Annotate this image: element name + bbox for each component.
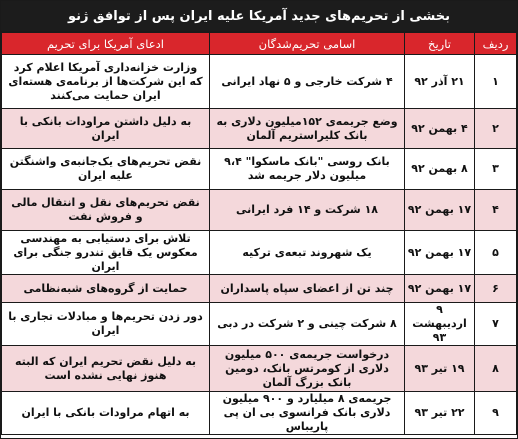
cell-date: ۲۲ تیر ۹۳ xyxy=(405,392,475,435)
cell-names: یک شهروند تبعه‌ی ترکیه xyxy=(210,231,405,275)
cell-index: ۴ xyxy=(475,190,517,231)
cell-date: ۱۷ بهمن ۹۲ xyxy=(405,275,475,303)
cell-index: ۱ xyxy=(475,55,517,109)
cell-index: ۳ xyxy=(475,149,517,190)
cell-date: ۴ بهمن ۹۲ xyxy=(405,109,475,149)
cell-names: جریمه‌ی ۸ میلیارد و ۹۰۰ میلیون دلاری بانک فرانسوی بی ان پی پاریباس xyxy=(210,392,405,435)
cell-date: ۱۹ تیر ۹۳ xyxy=(405,346,475,392)
table-row xyxy=(2,109,517,149)
table-title: بخشی از تحریم‌های جدید آمریکا علیه ایران پس از توافق ژنو xyxy=(1,1,517,32)
table-row xyxy=(2,392,517,435)
table-row xyxy=(2,231,517,275)
table-row xyxy=(2,275,517,303)
cell-names: ۸ شرکت چینی و ۲ شرکت در دبی xyxy=(210,303,405,346)
header-names: اسامی تحریم‌شدگان xyxy=(210,33,405,55)
cell-date: ۸ بهمن ۹۲ xyxy=(405,149,475,190)
cell-claim: نقض تحریم‌های نقل و انتقال مالی و فروش نفت xyxy=(2,190,210,231)
cell-index: ۷ xyxy=(475,303,517,346)
cell-names: چند تن از اعضای سپاه پاسداران xyxy=(210,275,405,303)
cell-index: ۸ xyxy=(475,346,517,392)
cell-claim: دور زدن تحریم‌ها و مبادلات تجاری با ایران xyxy=(2,303,210,346)
table-row xyxy=(2,190,517,231)
cell-names: بانک روسی "بانک ماسکوا" ۹،۴ میلیون دلار جریمه شد xyxy=(210,149,405,190)
table-row xyxy=(2,55,517,109)
header-index: ردیف xyxy=(475,33,517,55)
header-date: تاریخ xyxy=(405,33,475,55)
cell-date: ۲۱ آذر ۹۲ xyxy=(405,55,475,109)
cell-date: ۱۷ بهمن ۹۲ xyxy=(405,231,475,275)
cell-names: درخواست جریمه‌ی ۵۰۰ میلیون دلاری از کومرتس بانک، دومین بانک بزرگ آلمان xyxy=(210,346,405,392)
table-row xyxy=(2,303,517,346)
cell-index: ۹ xyxy=(475,392,517,435)
cell-claim: به اتهام مراودات بانکی با ایران xyxy=(2,392,210,435)
cell-claim: نقض تحریم‌های یک‌جانبه‌ی واشنگتن علیه ایران xyxy=(2,149,210,190)
cell-claim: به دلیل نقض تحریم ایران که البته هنوز نهایی نشده است xyxy=(2,346,210,392)
cell-names: ۴ شرکت خارجی و ۵ نهاد ایرانی xyxy=(210,55,405,109)
cell-claim: تلاش برای دستیابی به مهندسی معکوس یک قایق تندرو جنگی برای ایران xyxy=(2,231,210,275)
table-row xyxy=(2,149,517,190)
cell-date: ۹ اردیبهشت ۹۳ xyxy=(405,303,475,346)
cell-index: ۶ xyxy=(475,275,517,303)
cell-index: ۲ xyxy=(475,109,517,149)
sanctions-table xyxy=(1,32,517,435)
cell-claim: وزارت خزانه‌داری آمریکا اعلام کرد که این شرکت‌ها از برنامه‌ی هسته‌ای ایران حمایت می‌کنند xyxy=(2,55,210,109)
cell-claim: به دلیل داشتن مراودات بانکی با ایران xyxy=(2,109,210,149)
table-row xyxy=(2,346,517,392)
header-claim: ادعای آمریکا برای تحریم xyxy=(2,33,210,55)
cell-names: ۱۸ شرکت و ۱۴ فرد ایرانی xyxy=(210,190,405,231)
cell-names: وضع جریمه‌ی ۱۵۲میلیون دلاری به بانک کلیراستریم آلمان xyxy=(210,109,405,149)
cell-date: ۱۷ بهمن ۹۲ xyxy=(405,190,475,231)
cell-claim: حمایت از گروه‌های شبه‌نظامی xyxy=(2,275,210,303)
header-row xyxy=(2,33,517,55)
cell-index: ۵ xyxy=(475,231,517,275)
